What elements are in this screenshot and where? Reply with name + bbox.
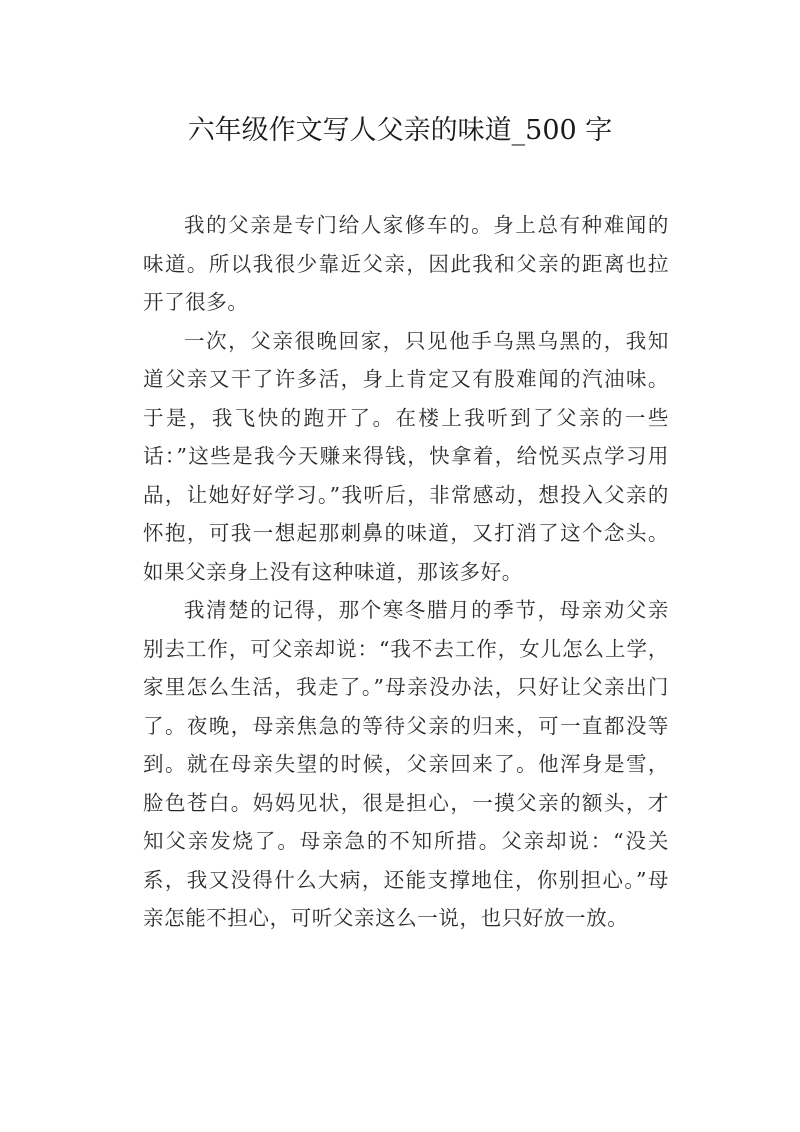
document-title: 六年级作文写人父亲的味道_500 字 — [187, 115, 613, 146]
paragraph-3: 我清楚的记得，那个寒冬腊月的季节，母亲劝父亲别去工作，可父亲却说：“我不去工作，女儿怎么上学，家里怎么生活，我走了。”母亲没办法，只好让父亲出门了。夜晚，母亲焦急的等待父亲的归来，可一直都没等到。就在母亲失望的时候，父亲回来了。他浑身是雪，脸色苍白。妈妈见状，很是担心，一摸父亲的额头，才知父亲发烧了。母亲急的不知所措。父亲却说：“没关系，我又没得什么大病，还能支撑地住，你别担心。”母亲怎能不担心，可听父亲这么一说，也只好放一放。 — [143, 598, 669, 930]
paragraph-2: 一次，父亲很晚回家，只见他手乌黑乌黑的，我知道父亲又干了许多活，身上肯定又有股难闻的汽油味。于是，我飞快的跑开了。在楼上我听到了父亲的一些话：”这些是我今天赚来得钱，快拿着，给悦买点学习用品，让她好好学习。”我听后，非常感动，想投入父亲的怀抱，可我一想起那刺鼻的味道，又打消了这个念头。如果父亲身上没有这种味道，那该多好。 — [143, 328, 669, 584]
paragraph-1: 我的父亲是专门给人家修车的。身上总有种难闻的味道。所以我很少靠近父亲，因此我和父亲的距离也拉开了很多。 — [143, 213, 669, 314]
document-body — [143, 206, 669, 938]
